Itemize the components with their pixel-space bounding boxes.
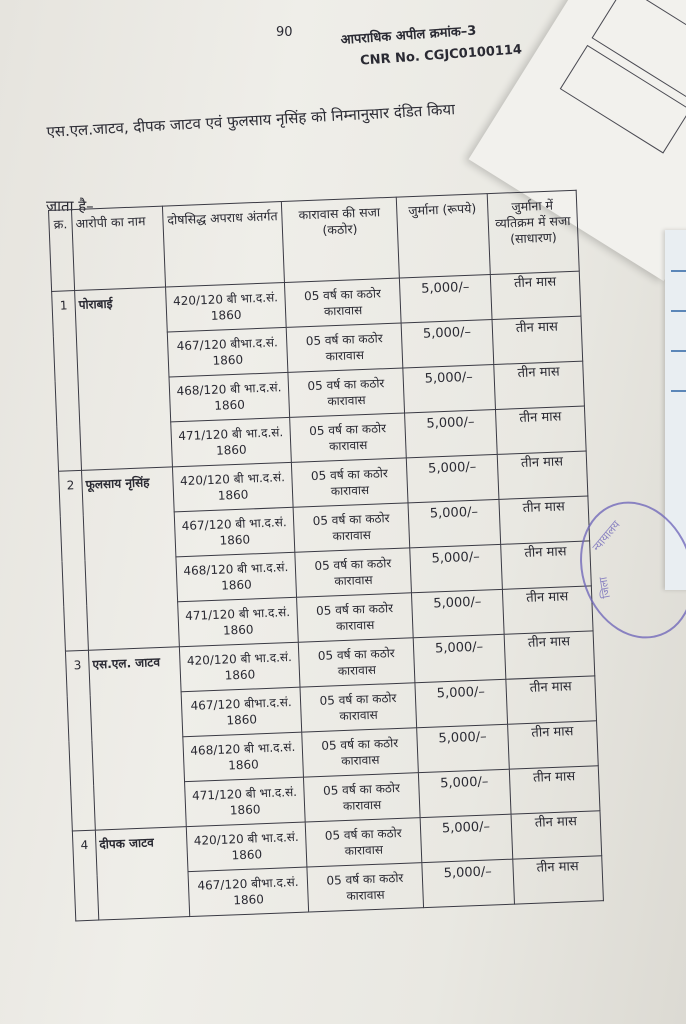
- default-cell: तीन मास: [497, 451, 588, 499]
- serial-number: 4: [72, 830, 98, 921]
- sentence-cell: 05 वर्ष का कठोर कारावास: [302, 728, 419, 777]
- offence-cell: 468/120 बी भा.द.सं. 1860: [176, 552, 297, 602]
- serial-number: 1: [52, 291, 82, 472]
- case-title: आपराधिक अपील क्रमांक–3: [340, 23, 477, 48]
- fine-cell: 5,000/–: [405, 409, 498, 457]
- default-cell: तीन मास: [492, 316, 583, 364]
- default-cell: तीन मास: [502, 586, 593, 634]
- ruled-line: [671, 310, 686, 312]
- default-cell: तीन मास: [504, 631, 595, 679]
- fine-cell: 5,000/–: [418, 769, 511, 817]
- offence-cell: 420/120 बी भा.द.सं. 1860: [186, 822, 307, 872]
- sentence-cell: 05 वर्ष का कठोर कारावास: [286, 323, 403, 372]
- ruled-line: [671, 270, 686, 272]
- fine-cell: 5,000/–: [417, 724, 510, 772]
- sentence-table: [48, 190, 604, 922]
- default-cell: तीन मास: [511, 811, 602, 859]
- ruled-line: [671, 350, 686, 352]
- accused-name: एस.एल. जाटव: [88, 647, 186, 830]
- sentence-cell: 05 वर्ष का कठोर कारावास: [284, 278, 401, 327]
- fine-cell: 5,000/–: [410, 544, 503, 592]
- offence-cell: 467/120 बी भा.द.सं. 1860: [174, 507, 295, 557]
- fine-cell: 5,000/–: [399, 275, 492, 323]
- sentence-cell: 05 वर्ष का कठोर कारावास: [298, 638, 415, 687]
- sentence-cell: 05 वर्ष का कठोर कारावास: [300, 683, 417, 732]
- fine-cell: 5,000/–: [415, 679, 508, 727]
- default-cell: तीन मास: [513, 856, 604, 904]
- header-accused-name: आरोपी का नाम: [72, 206, 166, 290]
- offence-cell: 420/120 बी भा.द.सं. 1860: [166, 282, 287, 332]
- sentence-cell: 05 वर्ष का कठोर कारावास: [297, 593, 414, 642]
- offence-cell: 471/120 बी भा.द.सं. 1860: [178, 597, 299, 647]
- fine-cell: 5,000/–: [401, 320, 494, 368]
- stamp-text-court: न्यायालय: [589, 518, 623, 554]
- case-header: [340, 17, 523, 73]
- serial-number: 3: [65, 650, 95, 831]
- default-cell: तीन मास: [490, 271, 581, 319]
- fine-cell: 5,000/–: [408, 499, 501, 547]
- fine-cell: 5,000/–: [422, 859, 515, 907]
- fine-cell: 5,000/–: [406, 454, 499, 502]
- ruled-line: [671, 390, 686, 392]
- offence-cell: 467/120 बीभा.द.सं. 1860: [167, 327, 288, 377]
- sentence-cell: 05 वर्ष का कठोर कारावास: [303, 773, 420, 822]
- offence-cell: 467/120 बीभा.द.सं. 1860: [181, 687, 302, 737]
- stamp-text-district: जिला: [596, 575, 613, 600]
- sentence-cell: 05 वर्ष का कठोर कारावास: [295, 548, 412, 597]
- sentence-cell: 05 वर्ष का कठोर कारावास: [305, 818, 422, 867]
- offence-cell: 467/120 बीभा.द.सं. 1860: [188, 867, 309, 917]
- header-offence: दोषसिद्ध अपराध अंतर्गत: [162, 202, 284, 288]
- default-cell: तीन मास: [501, 541, 592, 589]
- offence-cell: 420/120 बी भा.द.सं. 1860: [179, 642, 300, 692]
- fine-cell: 5,000/–: [420, 814, 513, 862]
- intro-line-1: एस.एल.जाटव, दीपक जाटव एवं फुलसाय नृसिंह को निम्नानुसार दंडित किया: [46, 100, 456, 141]
- accused-name: फूलसाय नृसिंह: [82, 467, 180, 650]
- intro-line-2: जाता है–: [46, 197, 94, 215]
- default-cell: तीन मास: [509, 766, 600, 814]
- default-cell: तीन मास: [499, 496, 590, 544]
- offence-cell: 471/120 बी भा.द.सं. 1860: [171, 417, 292, 467]
- header-fine: जुर्माना (रूपये): [396, 194, 490, 278]
- header-imprisonment: कारावास की सजा (कठोर): [281, 197, 399, 282]
- sentence-cell: 05 वर्ष का कठोर कारावास: [290, 413, 407, 462]
- offence-cell: 468/120 बी भा.द.सं. 1860: [183, 732, 304, 782]
- default-cell: तीन मास: [508, 721, 599, 769]
- offence-cell: 420/120 बी भा.द.सं. 1860: [172, 462, 293, 512]
- fine-cell: 5,000/–: [411, 589, 504, 637]
- offence-cell: 471/120 बी भा.द.सं. 1860: [185, 777, 306, 827]
- fine-cell: 5,000/–: [403, 365, 496, 413]
- serial-number: 2: [59, 470, 89, 651]
- page-number: 90: [276, 25, 293, 40]
- accused-name: पोराबाई: [75, 287, 173, 470]
- header-default-sentence: जुर्माना में व्यतिक्रम में सजा (साधारण): [487, 190, 579, 274]
- fine-cell: 5,000/–: [413, 634, 506, 682]
- sentence-table-wrapper: [48, 190, 604, 922]
- sentence-cell: 05 वर्ष का कठोर कारावास: [307, 863, 424, 912]
- offence-cell: 468/120 बी भा.द.सं. 1860: [169, 372, 290, 422]
- accused-name: दीपक जाटव: [95, 827, 189, 920]
- cnr-number: CNR No. CGJC0100114: [359, 42, 523, 69]
- default-cell: तीन मास: [495, 406, 586, 454]
- sentence-cell: 05 वर्ष का कठोर कारावास: [291, 458, 408, 507]
- default-cell: तीन मास: [506, 676, 597, 724]
- sentence-cell: 05 वर्ष का कठोर कारावास: [293, 503, 410, 552]
- header-serial: क्र.: [49, 210, 75, 292]
- default-cell: तीन मास: [494, 361, 585, 409]
- sentence-cell: 05 वर्ष का कठोर कारावास: [288, 368, 405, 417]
